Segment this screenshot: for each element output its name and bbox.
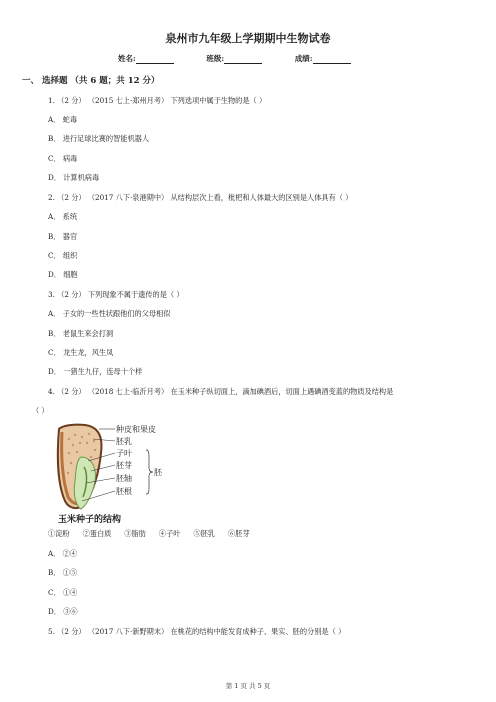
label-embryo: 胚	[154, 468, 162, 477]
question-4-stem: 4. （2 分） （2018 七上·临沂月考） 在玉米种子纵切面上，滴加碘酒后，切面上遇碘酒变蓝的物质及结构是	[48, 387, 394, 396]
q3-option-d[interactable]: D． 一猪生九仔，连母十个样	[48, 367, 143, 376]
page-footer: 第 1 页 共 5 页	[225, 682, 271, 690]
score-label: 成绩:	[294, 54, 313, 63]
class-blank[interactable]	[224, 54, 262, 64]
q3-option-a[interactable]: A． 子女的一些性状跟他们的父母相似	[48, 309, 171, 318]
figure-caption: 玉米种子的结构	[58, 515, 122, 525]
question-2-stem: 2. （2 分） （2017 八下·泉港期中） 从结构层次上看，枇杷和人体最大的区别是人体具有（ ）	[48, 193, 353, 202]
q4-choice-1: ①淀粉	[48, 529, 70, 538]
q3-option-c[interactable]: C． 龙生龙，风生凤	[48, 348, 114, 357]
q4-choice-list	[48, 529, 263, 539]
q2-option-c[interactable]: C． 组织	[48, 251, 78, 260]
label-cotyledon: 子叶	[116, 449, 132, 458]
q2-option-a[interactable]: A． 系统	[48, 212, 78, 221]
q2-option-b[interactable]: B． 器官	[48, 232, 78, 241]
label-hypocotyl: 胚轴	[116, 474, 132, 483]
label-radicle: 胚根	[116, 487, 132, 496]
q4-option-a[interactable]: A． ②④	[48, 549, 78, 558]
q1-option-c[interactable]: C． 病毒	[48, 154, 78, 163]
q4-option-d[interactable]: D． ③⑥	[48, 607, 78, 616]
label-plumule: 胚芽	[116, 461, 132, 470]
label-endosperm: 胚乳	[116, 437, 132, 446]
q3-option-b[interactable]: B． 老鼠生来会打洞	[48, 329, 114, 338]
q4-option-c[interactable]: C． ①④	[48, 588, 78, 597]
q4-choice-3: ③脂肪	[124, 529, 146, 538]
corn-seed-diagram	[55, 423, 185, 525]
q4-choice-5: ⑤胚乳	[193, 529, 216, 538]
q4-choice-6: ⑥胚芽	[228, 529, 250, 538]
section-heading: 一、 选择题 （共 6 题；共 12 分）	[22, 76, 160, 86]
label-seed-coat: 种皮和果皮	[116, 425, 156, 434]
corn-seed-figure	[55, 423, 185, 525]
question-3-stem: 3. （2 分） 下列现象不属于遗传的是（ ）	[48, 290, 184, 299]
question-1-stem: 1. （2 分） （2015 七上·郑州月考） 下列选项中属于生物的是（ ）	[48, 96, 267, 105]
student-info	[118, 53, 381, 64]
page-title: 泉州市九年级上学期期中生物试卷	[165, 32, 331, 45]
q1-option-d[interactable]: D． 计算机病毒	[48, 173, 100, 182]
q1-option-b[interactable]: B． 进行足球比赛的智能机器人	[48, 134, 150, 143]
q4-choice-2: ②蛋白质	[82, 529, 112, 538]
q2-option-d[interactable]: D． 细胞	[48, 270, 78, 279]
question-5-stem: 5. （2 分） （2017 八下·新野期末） 在桃花的结构中能发育成种子、果实、胚的分别是（ ）	[48, 627, 346, 636]
class-label: 班级:	[206, 54, 225, 63]
name-blank[interactable]	[136, 54, 174, 64]
q1-option-a[interactable]: A． 蛇毒	[48, 115, 78, 124]
score-blank[interactable]	[313, 54, 351, 64]
name-label: 姓名:	[118, 54, 136, 63]
q4-choice-4: ④子叶	[158, 529, 181, 538]
q4-option-b[interactable]: B． ①⑤	[48, 568, 78, 577]
question-4-stem-cont: （ ）	[32, 406, 49, 415]
